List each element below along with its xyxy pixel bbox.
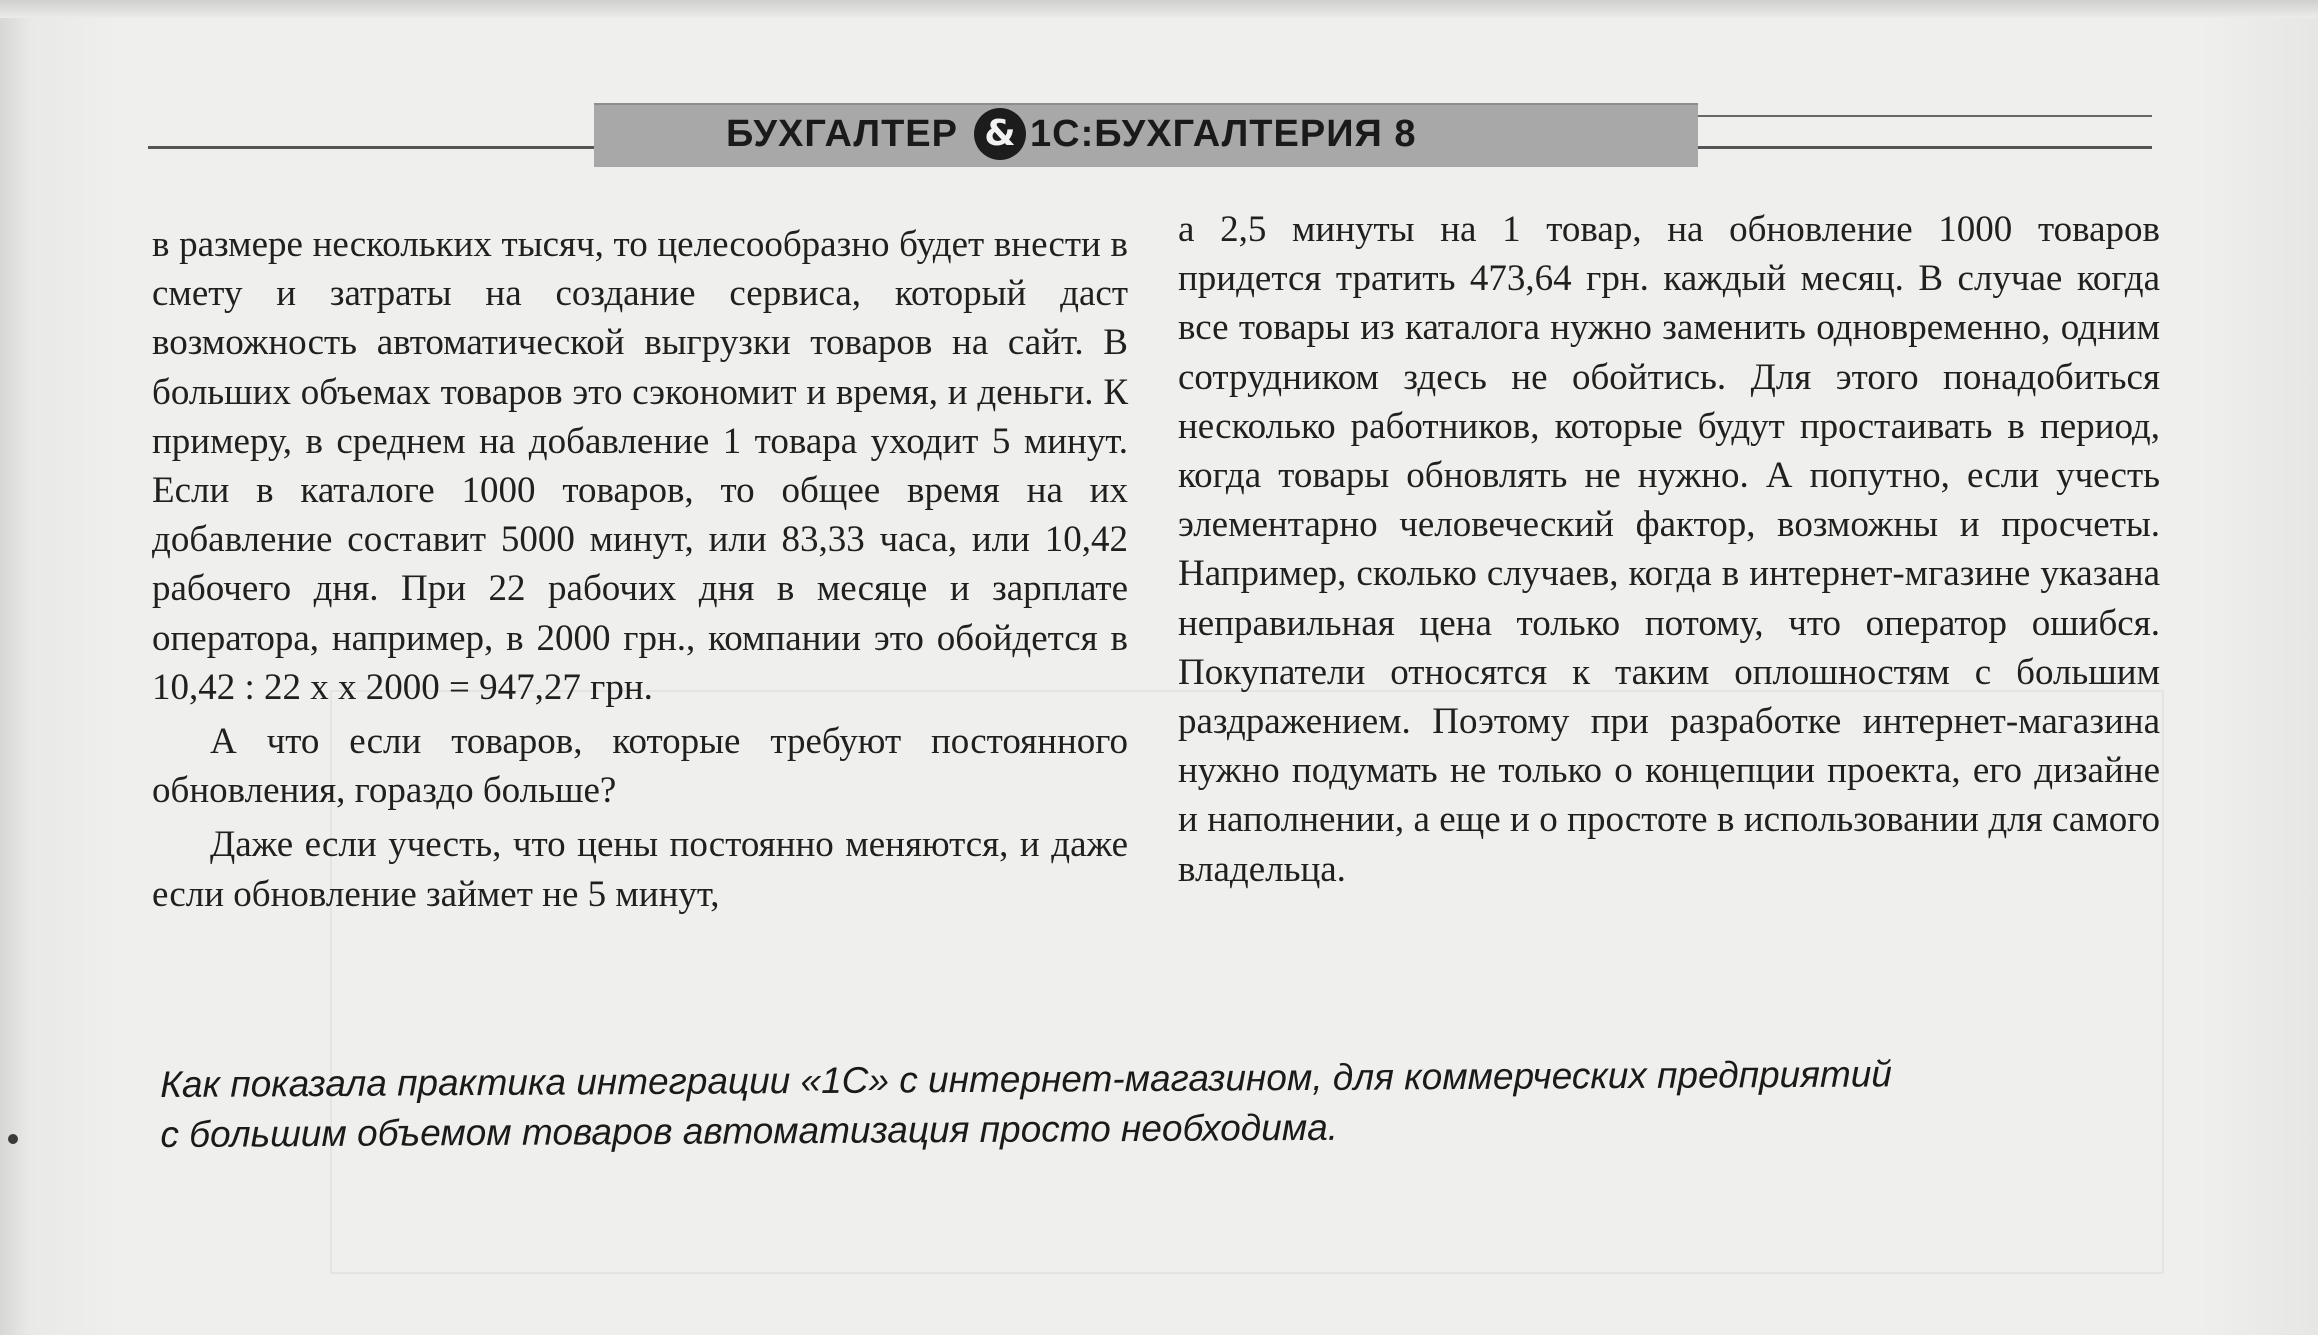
left-paragraph-3: Даже если учесть, что цены постоянно меняются, и даже если обновление займет не 5 минут,: [152, 824, 1128, 915]
pull-quote-line-1: Как показала практика интеграции «1С» с интернет-магазином, для коммерческих предприятий: [160, 1053, 1893, 1105]
left-column: [152, 220, 1128, 919]
binding-staple-mark: [8, 1134, 18, 1144]
left-paragraph-1: в размере нескольких тысяч, то целесообразно будет внести в смету и затраты на создание сервиса, который даст возможность автоматической выгрузки товаров на сайт. В больших объемах товаров это сэкономит и время, и деньги. К примеру, в среднем на добавление 1 товара уходит 5 минут. Если в каталоге 1000 товаров, то общее время на их добавление составит 5000 минут, или 83,33 часа, или 10,42 рабочего дня. При 22 рабочих дня в месяце и зарплате оператора, например, в 2000 грн., компании это обойдется в 10,42 : 22 х х 2000 = 947,27 грн.: [152, 224, 1128, 708]
header-rule-upper: [1698, 115, 2152, 117]
pull-quote-line-2: с большим объемом товаров автоматизация просто необходима.: [160, 1106, 1339, 1155]
left-paragraph-2: А что если товаров, которые требуют постоянного обновления, гораздо больше?: [152, 721, 1128, 812]
header-right-title: 1С:БУХГАЛТЕРИЯ 8: [1030, 113, 1417, 155]
right-column: [1178, 205, 2160, 894]
pull-quote: [160, 1048, 2061, 1160]
right-paragraph-1: а 2,5 минуты на 1 товар, на обновление 1000 товаров придется тратить 473,64 грн. каждый месяц. В случае когда все товары из каталога нужно заменить одновременно, одним сотрудником здесь не обойтись. Для этого понадобиться несколько работников, которые будут простаивать в период, когда товары обновлять не нужно. А попутно, если учесть элементарно человеческий фактор, возможны и просчеты. Например, сколько случаев, когда в интернет-мгазине указана неправильная цена только потому, что оператор ошибся. Покупатели относятся к таким оплошностям с большим раздражением. Поэтому при разработке интернет-магазина нужно подумать не только о концепции проекта, его дизайне и наполнении, а еще и о простоте в использовании для самого владельца.: [1178, 209, 2160, 890]
page-top-edge: [0, 0, 2318, 18]
header-left-title: БУХГАЛТЕР: [726, 113, 958, 155]
ampersand-badge: &: [974, 108, 1026, 160]
